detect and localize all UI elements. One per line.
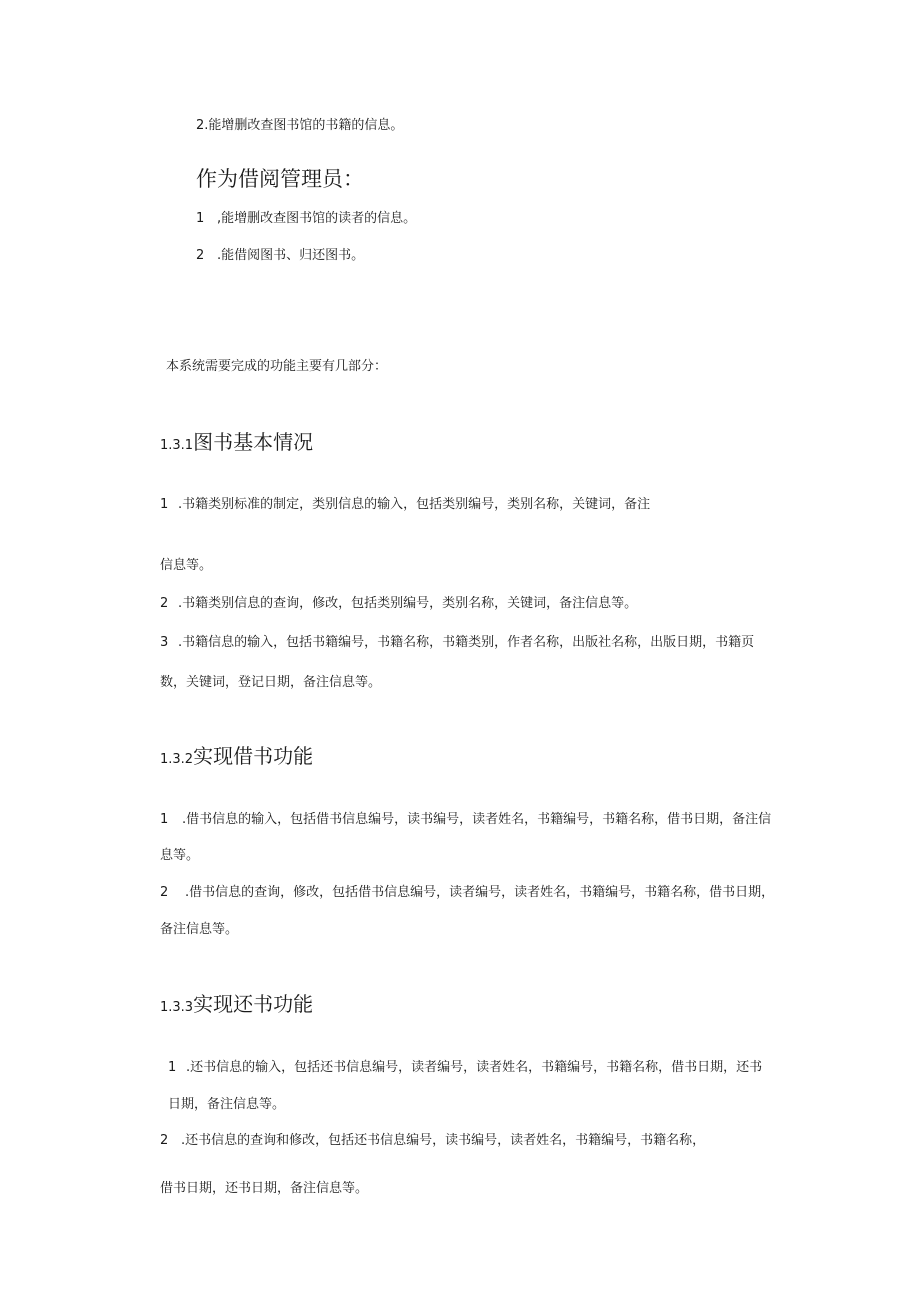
list-item — [160, 497, 650, 513]
list-text: .书籍信息的输入，包括书籍编号，书籍名称，书籍类别，作者名称，出版社名称，出版日期，书籍页 — [178, 635, 755, 650]
section-title: 图书基本情况 — [193, 430, 314, 454]
list-item — [160, 1133, 705, 1149]
list-item-continuation: 数，关键词，登记日期，备注信息等。 — [160, 675, 382, 690]
list-number: 1 — [168, 1060, 177, 1075]
librarian-heading: 作为借阅管理员： — [196, 167, 364, 191]
list-item — [160, 635, 754, 651]
section-title: 实现还书功能 — [193, 992, 314, 1016]
list-text: .还书信息的查询和修改，包括还书信息编号，读书编号，读者姓名，书籍编号，书籍名称， — [181, 1133, 706, 1148]
section-heading-1-3-3 — [160, 991, 313, 1021]
section-number: 1.3.3 — [160, 1000, 194, 1015]
section-title: 实现借书功能 — [193, 744, 314, 768]
list-number: 2 — [196, 248, 205, 263]
list-item — [160, 885, 774, 901]
list-item-continuation: 息等。 — [160, 848, 200, 863]
intro-paragraph: 本系统需要完成的功能主要有几部分： — [166, 359, 388, 374]
librarian-item — [196, 248, 364, 264]
section-heading-1-3-2 — [160, 743, 313, 773]
list-number: 3 — [160, 635, 169, 650]
list-number: 1 — [160, 497, 169, 512]
list-number: 1 — [160, 812, 169, 827]
list-item — [160, 812, 771, 828]
list-text: ,能增删改查图书馆的读者的信息。 — [217, 211, 417, 226]
list-text: .书籍类别标准的制定，类别信息的输入，包括类别编号，类别名称，关键词，备注 — [178, 497, 651, 512]
list-item — [168, 1060, 762, 1076]
list-item-continuation: 信息等。 — [160, 558, 213, 573]
section-heading-1-3-1 — [160, 429, 313, 459]
list-item-continuation: 日期，备注信息等。 — [168, 1097, 286, 1112]
list-item-continuation: 备注信息等。 — [160, 922, 239, 937]
section-number: 1.3.2 — [160, 752, 194, 767]
section-number: 1.3.1 — [160, 438, 194, 453]
list-number: 1 — [196, 211, 205, 226]
list-number: 2 — [160, 596, 169, 611]
list-text: .还书信息的输入，包括还书信息编号，读者编号，读者姓名，书籍编号，书籍名称，借书日期，还书 — [186, 1060, 763, 1075]
list-number: 2 — [160, 1133, 169, 1148]
list-text: .借书信息的输入，包括借书信息编号，读书编号，读者姓名，书籍编号，书籍名称，借书日期，备注信 — [182, 812, 772, 827]
list-item — [160, 596, 637, 612]
list-text: .书籍类别信息的查询，修改，包括类别编号，类别名称，关键词，备注信息等。 — [178, 596, 638, 611]
librarian-item — [196, 211, 416, 227]
list-text: .能借阅图书、归还图书。 — [217, 248, 365, 263]
list-number: 2 — [160, 885, 169, 900]
top-list-item: 2.能增删改查图书馆的书籍的信息。 — [196, 118, 404, 133]
list-item-continuation: 借书日期，还书日期，备注信息等。 — [160, 1181, 369, 1196]
list-text: .借书信息的查询，修改，包括借书信息编号，读者编号，读者姓名，书籍编号，书籍名称，借书日期， — [185, 885, 775, 900]
